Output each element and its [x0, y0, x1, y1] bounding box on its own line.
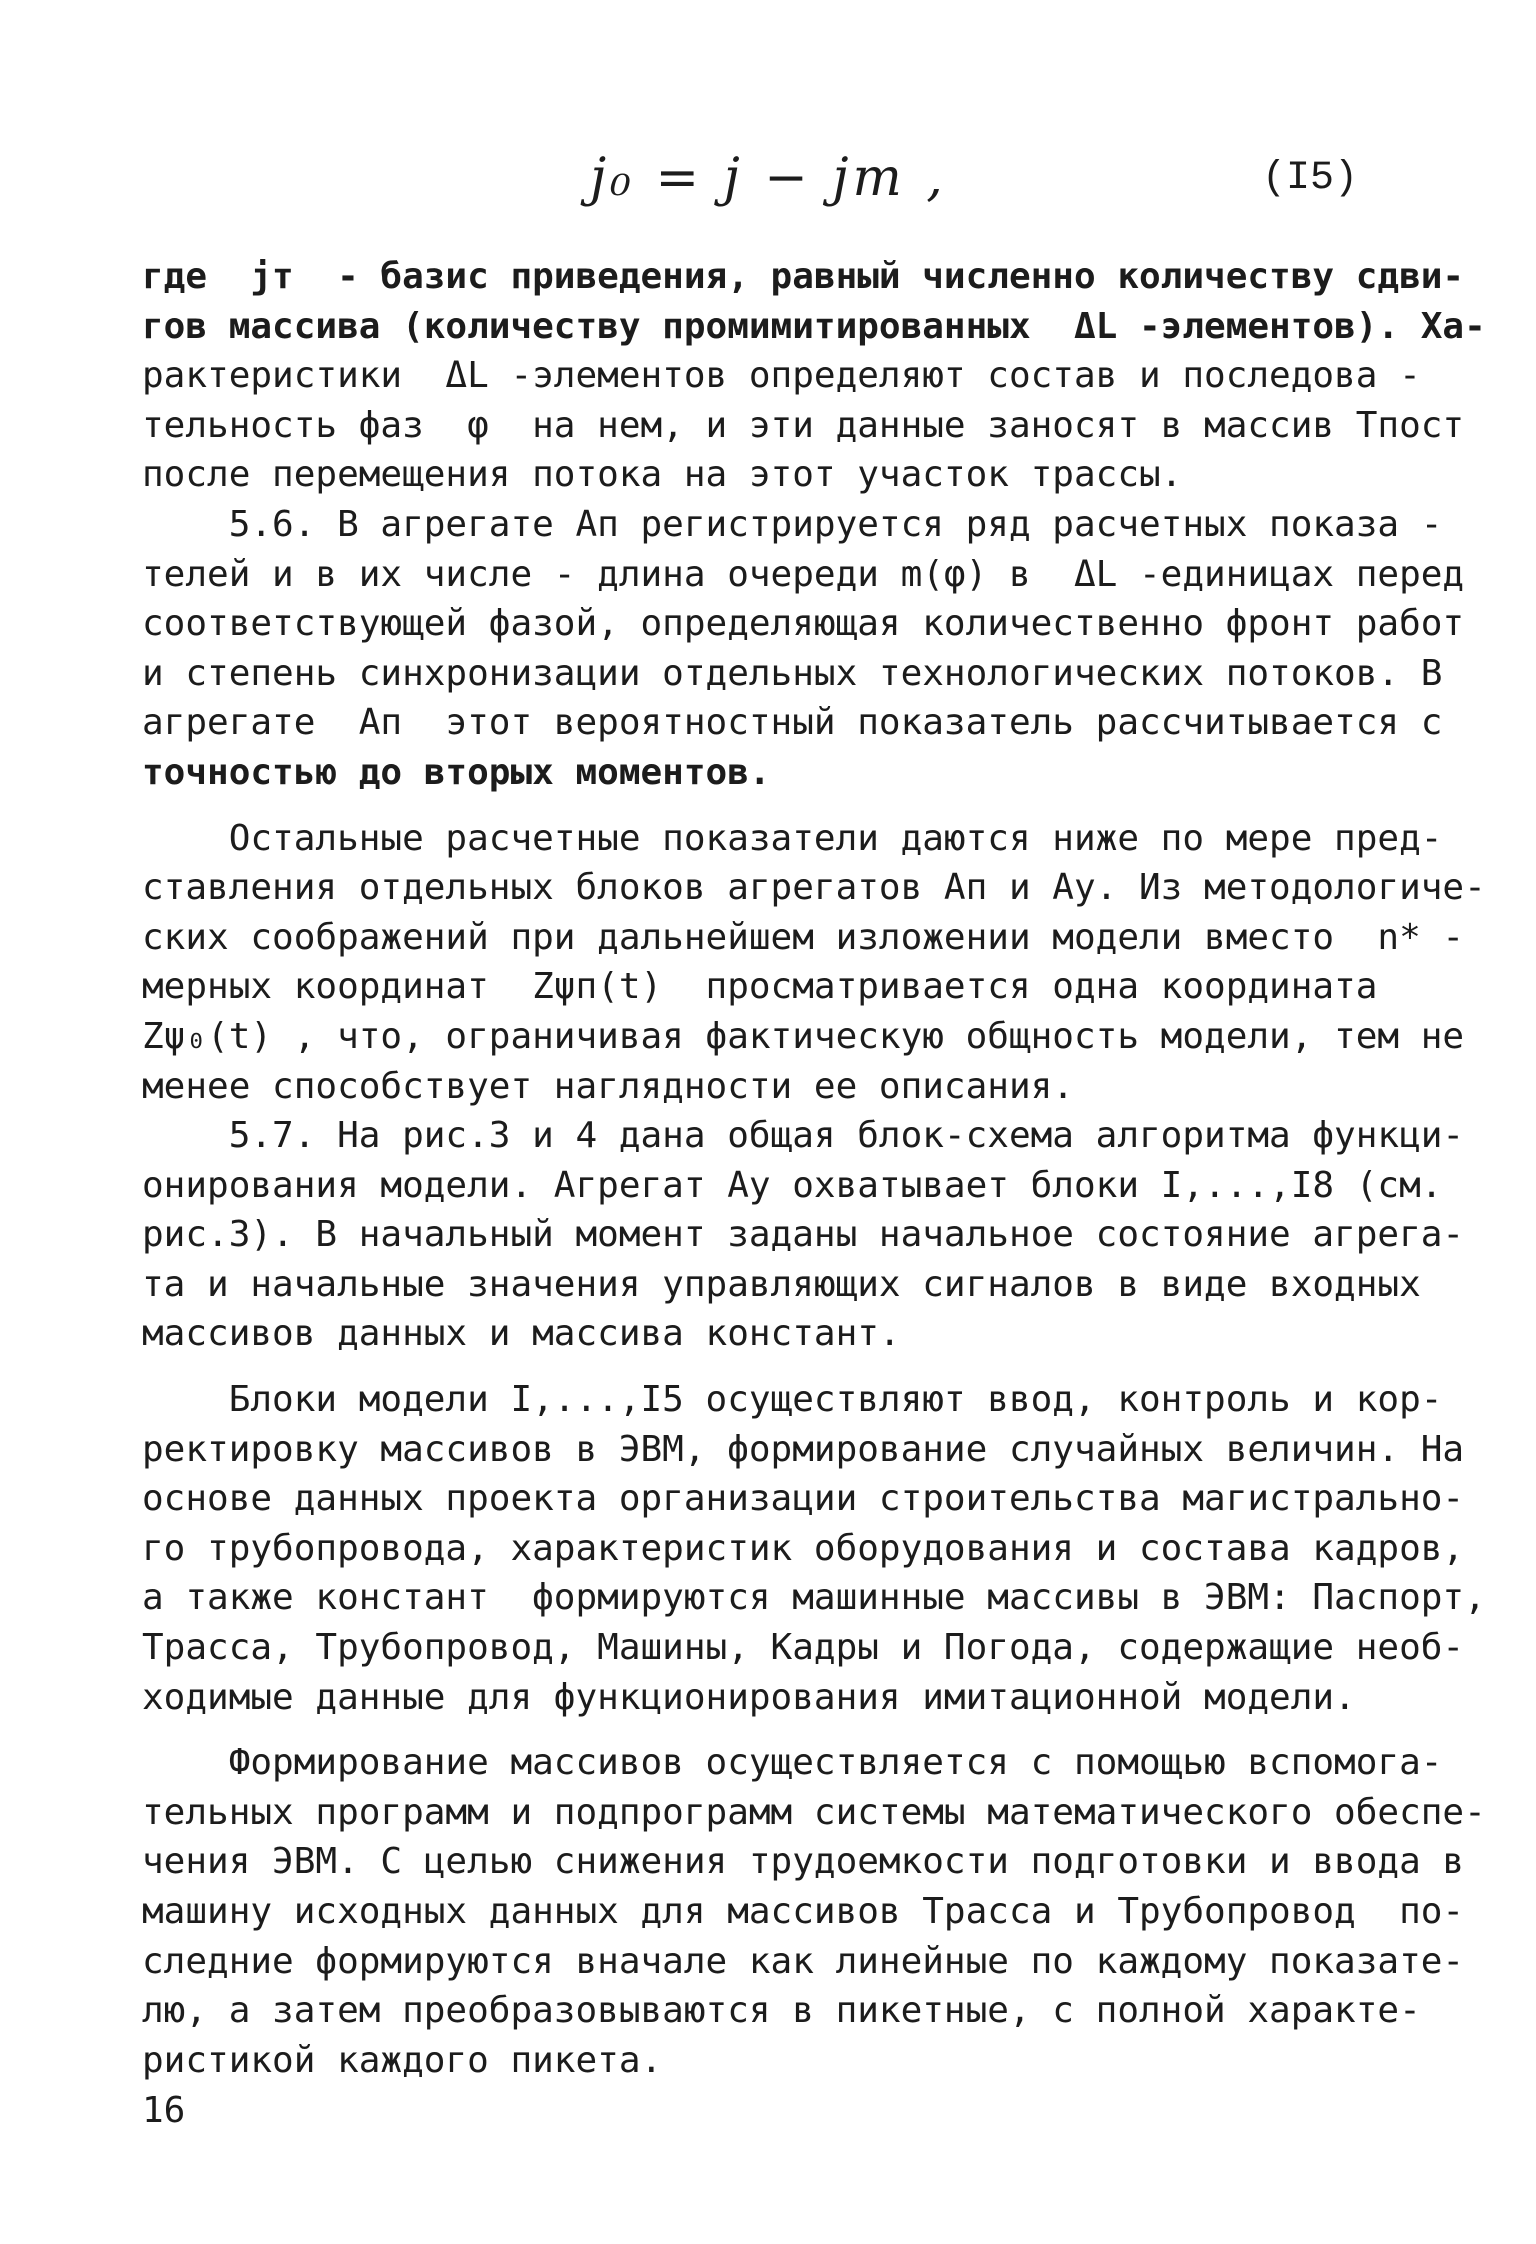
text-line: агрегате Aп этот вероятностный показатель рассчитывается с — [142, 702, 1443, 744]
text-line: менее способствует наглядности ее описания. — [142, 1065, 1074, 1107]
text-line: Формирование массивов осуществляется с помощью вспомога- — [142, 1742, 1443, 1784]
text-line: точностью до вторых моментов. — [142, 751, 771, 793]
text-line: рактеристики ΔL -элементов определяют состав и последова - — [142, 355, 1421, 397]
text-line: ских соображений при дальнейшем изложении модели вместо n* - — [142, 916, 1465, 958]
paragraph — [142, 1111, 1465, 1359]
text-line: массивов данных и массива констант. — [142, 1313, 901, 1355]
text-line: где jт - базис приведения, равный численно количеству сдви- — [142, 256, 1465, 297]
text-line: ставления отдельных блоков агрегатов Aп и Aу. Из методологиче- — [142, 867, 1486, 909]
text-line: гов массива (количеству промимитированных ΔL -элементов). Ха- — [142, 305, 1486, 347]
text-line: рис.3). В начальный момент заданы начальное состояние агрега- — [142, 1214, 1465, 1256]
text-line: тельных программ и подпрограмм системы математического обеспе- — [142, 1791, 1486, 1833]
text-line: Zψ₀(t) , что, ограничивая фактическую общность модели, тем не — [142, 1015, 1465, 1057]
text-line: после перемещения потока на этот участок трассы. — [142, 454, 1183, 496]
equation-number: (I5) — [1262, 156, 1359, 201]
paragraph — [142, 1738, 1486, 2085]
text-line: телей и в их числе - длина очереди m(φ) в ΔL -единицах перед — [142, 553, 1465, 595]
formula: j₀ = j − jт , — [590, 148, 947, 208]
text-line: го трубопровода, характеристик оборудования и состава кадров, — [142, 1527, 1465, 1569]
text-line: а также констант формируются машинные массивы в ЭВМ: Паспорт, — [142, 1577, 1486, 1619]
text-line: мерных координат Zψп(t) просматривается одна координата — [142, 966, 1378, 1008]
body-text — [142, 252, 1486, 2085]
paragraph — [142, 252, 1486, 500]
text-line: 5.6. В агрегате Aп регистрируется ряд расчетных показа - — [142, 503, 1443, 545]
paragraph-gap — [142, 798, 1402, 814]
paragraph — [142, 1375, 1486, 1722]
text-line: Блоки модели I,...,I5 осуществляют ввод, контроль и кор- — [142, 1379, 1443, 1421]
text-line: следние формируются вначале как линейные по каждому показате- — [142, 1940, 1465, 1982]
paragraph-gap — [142, 1359, 1402, 1375]
text-line: основе данных проекта организации строительства магистрально- — [142, 1478, 1465, 1520]
paragraph — [142, 814, 1486, 1112]
text-line: тельность фаз φ на нем, и эти данные заносят в массив Тпост — [142, 404, 1465, 446]
text-line: чения ЭВМ. С целью снижения трудоемкости подготовки и ввода в — [142, 1841, 1465, 1883]
paragraph — [142, 500, 1465, 798]
text-line: лю, а затем преобразовываются в пикетные, с полной характе- — [142, 1990, 1421, 2032]
text-line: та и начальные значения управляющих сигналов в виде входных — [142, 1263, 1421, 1305]
text-line: машину исходных данных для массивов Трасса и Трубопровод по- — [142, 1891, 1465, 1932]
text-line: и степень синхронизации отдельных технологических потоков. В — [142, 652, 1443, 694]
text-line: ристикой каждого пикета. — [142, 2039, 663, 2081]
paragraph-gap — [142, 1722, 1402, 1738]
text-line: 5.7. На рис.3 и 4 дана общая блок-схема алгоритма функци- — [142, 1115, 1465, 1157]
text-line: Трасса, Трубопровод, Машины, Кадры и Погода, содержащие необ- — [142, 1627, 1465, 1669]
text-line: ходимые данные для функционирования имитационной модели. — [142, 1676, 1356, 1718]
text-line: Остальные расчетные показатели даются ниже по мере пред- — [142, 817, 1443, 859]
text-line: онирования модели. Агрегат Aу охватывает блоки I,...,I8 (см. — [142, 1164, 1443, 1206]
text-line: соответствующей фазой, определяющая количественно фронт работ — [142, 603, 1465, 645]
page-number: 16 — [142, 2090, 186, 2131]
text-line: ректировку массивов в ЭВМ, формирование случайных величин. На — [142, 1428, 1465, 1470]
